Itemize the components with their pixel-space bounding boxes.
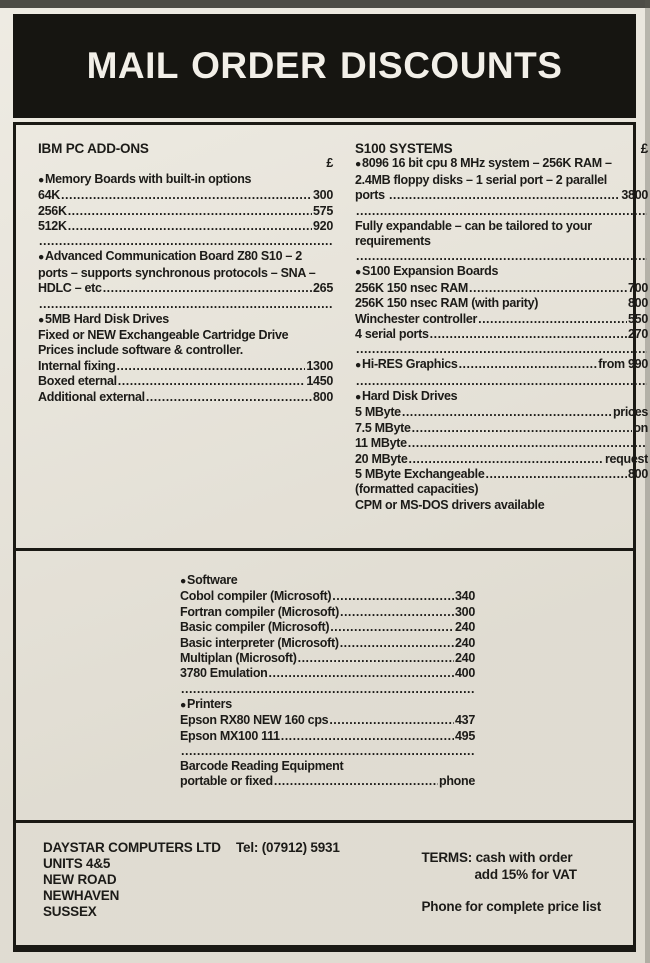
dot-leader <box>408 452 603 467</box>
dot-leader <box>402 405 612 420</box>
price-line <box>355 452 648 467</box>
dot-leader <box>269 666 455 681</box>
price-line <box>180 774 475 789</box>
item-price: 240 <box>455 620 475 635</box>
dot-leader <box>281 729 454 744</box>
item-price: 800 <box>628 296 648 311</box>
price-line <box>38 312 333 328</box>
price-line <box>355 498 648 513</box>
item-label: (formatted capacities) <box>355 482 479 497</box>
section-hardware <box>16 125 648 548</box>
dot-leader <box>459 357 598 372</box>
address-line: SUSSEX <box>43 904 97 919</box>
item-label: 2.4MB floppy disks – 1 serial port – 2 parallel <box>355 172 607 187</box>
item-price: 240 <box>455 635 475 650</box>
price-line <box>180 682 475 697</box>
header-banner <box>13 14 636 118</box>
item-label: ● Memory Boards with built-in options <box>38 172 251 188</box>
item-price: 575 <box>313 203 333 218</box>
price-line <box>355 436 648 451</box>
dot-leader <box>356 204 647 219</box>
price-line <box>180 605 475 620</box>
dot-leader <box>118 374 306 389</box>
price-line <box>180 744 475 759</box>
price-line <box>355 219 648 234</box>
price-line <box>180 589 475 604</box>
section-contact <box>16 820 633 945</box>
left-currency-symbol: £ <box>326 156 333 171</box>
price-line <box>355 156 648 172</box>
item-label: Fortran compiler (Microsoft) <box>180 604 339 619</box>
price-line <box>38 188 333 203</box>
contact-block <box>43 840 340 920</box>
item-label: ● Printers <box>180 697 232 713</box>
price-line <box>180 620 475 635</box>
item-price: 265 <box>313 281 333 296</box>
item-label: 256K 150 nsec RAM (with parity) <box>355 296 539 311</box>
price-line <box>355 374 648 389</box>
price-line <box>180 666 475 681</box>
item-price: 3800 <box>621 188 648 203</box>
address-lines <box>43 856 340 920</box>
dot-leader <box>68 204 312 219</box>
price-line <box>355 264 648 280</box>
dot-leader <box>116 359 305 374</box>
dot-leader <box>340 605 454 620</box>
item-label: 64K <box>38 188 61 203</box>
price-line <box>180 573 475 589</box>
item-label: 4 serial ports <box>355 327 429 342</box>
item-price: 270 <box>628 327 648 342</box>
price-line <box>355 173 648 188</box>
price-line <box>355 467 648 482</box>
price-line <box>355 357 648 373</box>
item-price: 700 <box>628 280 648 295</box>
price-line <box>355 312 648 327</box>
item-price: request <box>604 451 648 466</box>
dot-leader <box>389 188 620 203</box>
item-label: 7.5 MByte <box>355 420 411 435</box>
item-label: ● Hard Disk Drives <box>355 389 457 405</box>
right-currency-symbol: £ <box>640 141 648 156</box>
price-line <box>38 172 333 188</box>
dot-leader <box>332 589 454 604</box>
price-line <box>180 636 475 651</box>
item-label: Fixed or NEW Exchangeable Cartridge Drive <box>38 328 289 343</box>
item-label: Cobol compiler (Microsoft) <box>180 589 332 604</box>
price-line <box>38 297 333 312</box>
price-line <box>38 234 333 249</box>
item-price: 300 <box>313 188 333 203</box>
item-price: 300 <box>455 604 475 619</box>
item-label: Fully expandable – can be tailored to your <box>355 218 592 233</box>
left-column-header <box>38 141 333 156</box>
scan-edge <box>0 0 650 8</box>
dot-leader <box>68 219 312 234</box>
column-ibm-pc-addons <box>38 141 333 548</box>
item-price: from 990 <box>598 357 648 372</box>
item-label: portable or fixed <box>180 774 273 789</box>
address-line: NEW ROAD <box>43 872 117 887</box>
section-software-printers <box>16 548 633 820</box>
price-line <box>180 729 475 744</box>
left-price-list <box>38 172 333 405</box>
address-line: NEWHAVEN <box>43 888 120 903</box>
price-line <box>355 389 648 405</box>
price-line <box>38 219 333 234</box>
dot-leader <box>181 682 474 697</box>
item-label: Basic interpreter (Microsoft) <box>180 635 339 650</box>
price-line <box>38 359 333 374</box>
item-label: Barcode Reading Equipment <box>180 759 344 774</box>
price-line <box>355 482 648 497</box>
middle-price-list <box>180 573 475 790</box>
price-line <box>355 249 648 264</box>
dot-leader <box>485 467 627 482</box>
item-label: 5 MByte <box>355 405 401 420</box>
dot-leader <box>469 281 627 296</box>
price-line <box>355 188 648 203</box>
terms-line: TERMS: cash with order <box>421 850 573 865</box>
address-line: UNITS 4&5 <box>43 856 111 871</box>
item-label: ports – supports synchronous protocols – SNA – <box>38 265 316 280</box>
item-price: 437 <box>455 713 475 728</box>
price-line <box>38 390 333 405</box>
price-line <box>38 281 333 296</box>
price-line <box>180 713 475 728</box>
item-label: Prices include software & controller. <box>38 343 243 358</box>
item-label: 11 MByte <box>355 436 407 451</box>
item-label: Boxed eternal <box>38 374 117 389</box>
item-label: 20 MByte <box>355 451 408 466</box>
price-line <box>355 234 648 249</box>
item-price: 800 <box>628 466 648 481</box>
dot-leader <box>146 390 312 405</box>
item-price: 1300 <box>306 358 333 373</box>
phone-note: Phone for complete price list <box>421 899 601 914</box>
dot-leader <box>39 297 332 312</box>
item-price: 1450 <box>306 374 333 389</box>
price-line <box>38 249 333 265</box>
item-price: on <box>633 420 648 435</box>
price-line <box>38 266 333 281</box>
price-line <box>355 327 648 342</box>
dot-leader <box>412 421 633 436</box>
dot-leader <box>103 281 312 296</box>
price-line <box>180 697 475 713</box>
item-label: requirements <box>355 234 431 249</box>
item-label: Winchester controller <box>355 311 478 326</box>
page-title: MAIL ORDER DISCOUNTS <box>86 45 563 86</box>
dot-leader <box>478 312 627 327</box>
item-label: ● 8096 16 bit cpu 8 MHz system – 256K RAM – <box>355 156 612 172</box>
item-label: ● 5MB Hard Disk Drives <box>38 312 169 328</box>
item-label: ports <box>355 188 388 203</box>
price-line <box>355 296 648 311</box>
price-line <box>38 204 333 219</box>
dot-leader <box>274 774 438 789</box>
dot-leader <box>61 188 312 203</box>
item-price: 495 <box>455 728 475 743</box>
item-label: 512K <box>38 219 67 234</box>
dot-leader <box>356 342 647 357</box>
price-line <box>355 281 648 296</box>
item-price: 340 <box>455 589 475 604</box>
item-price: 920 <box>313 219 333 234</box>
item-label: 256K <box>38 203 67 218</box>
terms-line: add 15% for VAT <box>474 867 577 882</box>
item-label: 3780 Emulation <box>180 666 268 681</box>
left-column-title: IBM PC ADD-ONS <box>38 141 149 156</box>
item-label: Basic compiler (Microsoft) <box>180 620 330 635</box>
item-label: Multiplan (Microsoft) <box>180 651 297 666</box>
telephone-number: Tel: (07912) 5931 <box>236 840 340 855</box>
company-and-phone <box>43 840 340 856</box>
item-label: Additional external <box>38 389 145 404</box>
item-label: 256K 150 nsec RAM <box>355 280 469 295</box>
item-price: 800 <box>313 389 333 404</box>
price-line <box>355 342 648 357</box>
dot-leader <box>181 744 474 759</box>
company-name: DAYSTAR COMPUTERS LTD <box>43 840 221 855</box>
item-label: HDLC – etc <box>38 281 102 296</box>
item-label: ● Advanced Communication Board Z80 S10 – 2 <box>38 249 302 265</box>
price-line <box>355 405 648 420</box>
dot-leader <box>356 374 647 389</box>
item-label: ● S100 Expansion Boards <box>355 264 498 280</box>
item-label: Epson RX80 NEW 160 cps <box>180 713 329 728</box>
price-line <box>180 651 475 666</box>
price-line <box>38 343 333 358</box>
price-line <box>38 374 333 389</box>
column-s100-systems <box>355 141 648 548</box>
dot-leader <box>330 620 454 635</box>
terms-block <box>422 849 602 915</box>
right-column-header <box>355 141 648 156</box>
dot-leader <box>39 234 332 249</box>
item-label: CPM or MS-DOS drivers available <box>355 497 545 512</box>
right-price-list <box>355 156 648 513</box>
dot-leader <box>329 713 454 728</box>
price-line <box>355 204 648 219</box>
item-label: ● Hi-RES Graphics <box>355 357 458 373</box>
dot-leader <box>340 636 454 651</box>
advert-body <box>13 122 648 952</box>
item-label: Internal fixing <box>38 358 116 373</box>
item-label: Epson MX100 111 <box>180 728 280 743</box>
item-price: 400 <box>455 666 475 681</box>
item-label: ● Software <box>180 573 237 589</box>
item-price: 550 <box>628 311 648 326</box>
item-price: phone <box>439 774 475 789</box>
dot-leader <box>408 436 647 451</box>
dot-leader <box>298 651 454 666</box>
price-line <box>38 328 333 343</box>
item-price: prices <box>612 405 648 420</box>
price-line <box>180 759 475 774</box>
right-column-title: S100 SYSTEMS <box>355 141 453 156</box>
price-line <box>355 421 648 436</box>
item-label: 5 MByte Exchangeable <box>355 466 485 481</box>
item-price: 240 <box>455 651 475 666</box>
dot-leader <box>430 327 627 342</box>
dot-leader <box>356 249 647 264</box>
